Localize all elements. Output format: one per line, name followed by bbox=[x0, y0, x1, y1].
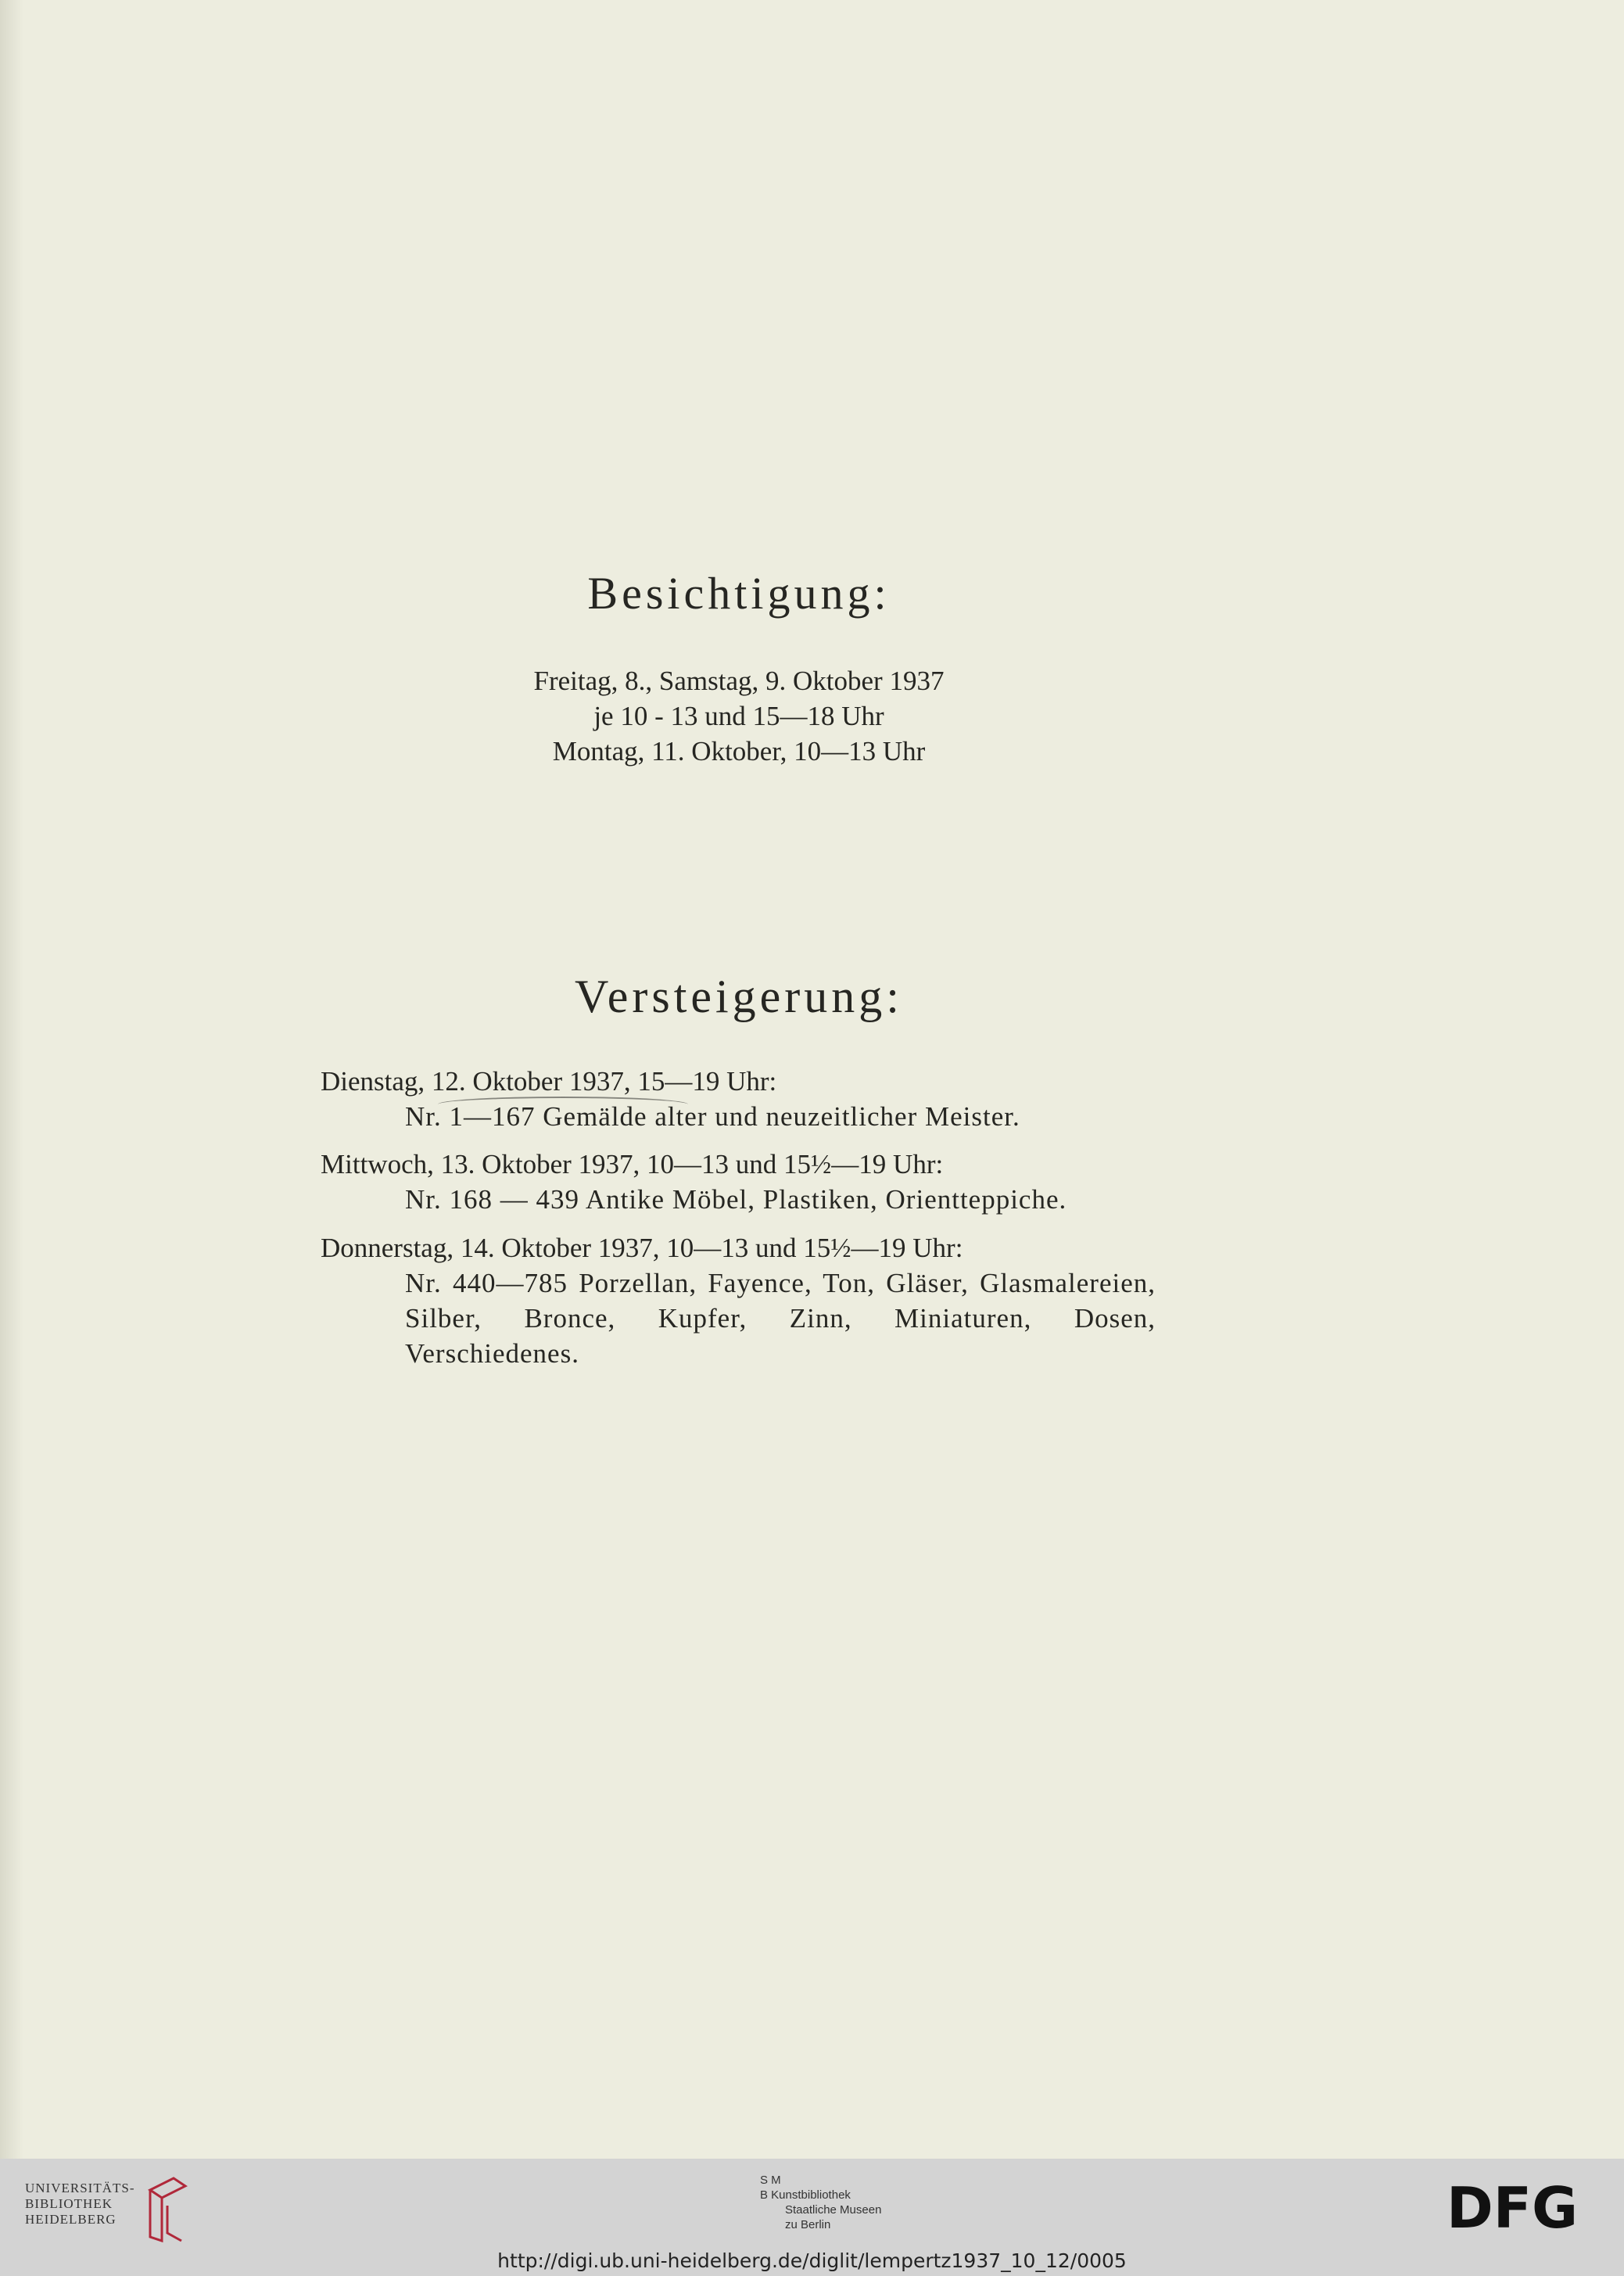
besichtigung-heading: Besichtigung: bbox=[587, 568, 891, 619]
smb-note-line: Staatliche Museen bbox=[785, 2203, 882, 2217]
besichtigung-line: Freitag, 8., Samstag, 9. Oktober 1937 bbox=[533, 666, 945, 696]
permalink-url[interactable]: http://digi.ub.uni-heidelberg.de/diglit/lempertz1937_10_12/0005 bbox=[497, 2249, 1127, 2272]
besichtigung-line: Montag, 11. Oktober, 10—13 Uhr bbox=[552, 736, 926, 766]
auction-entry bbox=[321, 1147, 1156, 1217]
auction-entry-detail: Nr. 168 — 439 Antike Möbel, Plastiken, Orientteppiche. bbox=[405, 1184, 1067, 1215]
auction-entry bbox=[321, 1064, 1156, 1134]
pencil-underline-mark bbox=[438, 1097, 688, 1112]
besichtigung-schedule bbox=[0, 663, 1478, 769]
auction-entry-date: Donnerstag, 14. Oktober 1937, 10—13 und 15½—19 Uhr: bbox=[321, 1233, 963, 1263]
dfg-logo-icon bbox=[1447, 2181, 1603, 2235]
library-logo-line: HEIDELBERG bbox=[25, 2212, 117, 2227]
smb-note-line: S M bbox=[760, 2174, 781, 2187]
versteigerung-heading: Versteigerung: bbox=[575, 971, 903, 1022]
besichtigung-line: je 10 - 13 und 15—18 Uhr bbox=[593, 701, 884, 731]
auction-entry-detail: Nr. 1—167 Gemälde alter und neuzeitlicher Meister. bbox=[405, 1101, 1020, 1132]
library-logo-line: UNIVERSITÄTS- bbox=[25, 2181, 135, 2195]
library-logo-line: BIBLIOTHEK bbox=[25, 2196, 113, 2211]
smb-note-line: B Kunstbibliothek bbox=[760, 2188, 851, 2202]
smb-note-line: zu Berlin bbox=[785, 2218, 831, 2231]
auction-entry-date: Dienstag, 12. Oktober 1937, 15—19 Uhr: bbox=[321, 1066, 777, 1097]
viewer-footer bbox=[0, 2159, 1624, 2276]
smb-library-note bbox=[760, 2173, 881, 2232]
ub-heidelberg-logo-icon bbox=[142, 2174, 189, 2245]
auction-entry-date: Mittwoch, 13. Oktober 1937, 10—13 und 15½—19 Uhr: bbox=[321, 1149, 944, 1179]
page-edge-shadow bbox=[0, 0, 23, 2159]
library-logo-text bbox=[25, 2181, 135, 2228]
svg-text:DFG: DFG bbox=[1447, 2181, 1579, 2235]
library-logo[interactable] bbox=[25, 2174, 197, 2245]
auction-entry bbox=[321, 1230, 1156, 1371]
auction-entry-detail: Nr. 440—785 Porzellan, Fayence, Ton, Gläser, Glasmalereien, Silber, Bronce, Kupfer, Zinn, Miniaturen, Dosen, Verschiedenes. bbox=[405, 1268, 1156, 1369]
dfg-logo[interactable] bbox=[1447, 2181, 1603, 2238]
